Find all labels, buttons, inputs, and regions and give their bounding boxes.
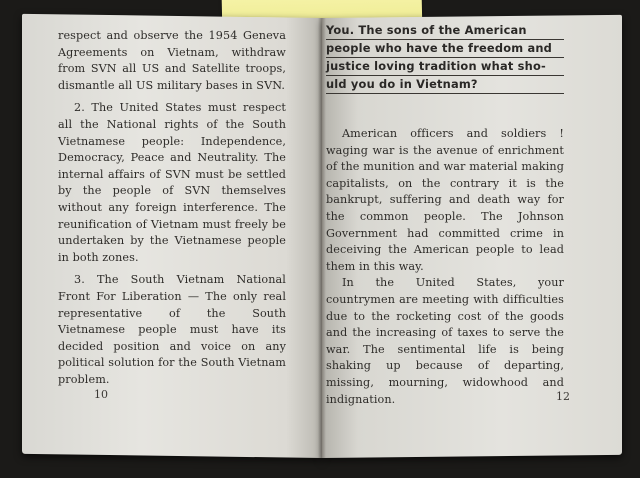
left-paragraph-3: 3. The South Vietnam National Front For Liberation — The only real representative of the South Vietnamese people must have its decided position and voice on any political solution for the South Vietnam problem. xyxy=(58,273,286,386)
heading-line-2: people who have the freedom and xyxy=(326,40,564,58)
heading-line-3: justice loving tradition what sho- xyxy=(326,58,564,76)
left-page-text xyxy=(58,28,286,388)
right-paragraph-2: In the United States, your countrymen are meeting with difficulties due to the rocketing cost of the goods and the increasing of taxes to serve the war. The sentimental life is being shaking up because of departing, missing, mourning, widowhood and indignation. xyxy=(326,276,564,406)
left-paragraph-1: respect and observe the 1954 Geneva Agreements on Vietnam, withdraw from SVN all US and Satellite troops, dismantle all US military bases in SVN. xyxy=(58,29,286,92)
heading-line-1: You. The sons of the American xyxy=(326,22,564,40)
left-paragraph-2: 2. The United States must respect all the National rights of the South Vietnamese people: Independence, Democracy, Peace and Neutrality. The internal affairs of SVN must be settled by the people of SVN themselves without any foreign interference. The reunification of Vietnam must freely be undertaken by the Vietnamese people in both zones. xyxy=(58,101,286,264)
right-page-heading xyxy=(326,22,564,94)
right-paragraph-1: American officers and soldiers ! waging war is the avenue of enrichment of the munition and war material making capitalists, on the contrary it is the bankrupt, suffering and death way for the common people. The Johnson Government had committed crime in deceiving the American people to lead them in this way. xyxy=(326,127,564,273)
right-page-text xyxy=(326,126,564,408)
right-page-number: 12 xyxy=(556,390,570,403)
booklet-spine xyxy=(318,18,326,458)
left-page-number: 10 xyxy=(94,388,108,401)
heading-line-4: uld you do in Vietnam? xyxy=(326,76,564,94)
